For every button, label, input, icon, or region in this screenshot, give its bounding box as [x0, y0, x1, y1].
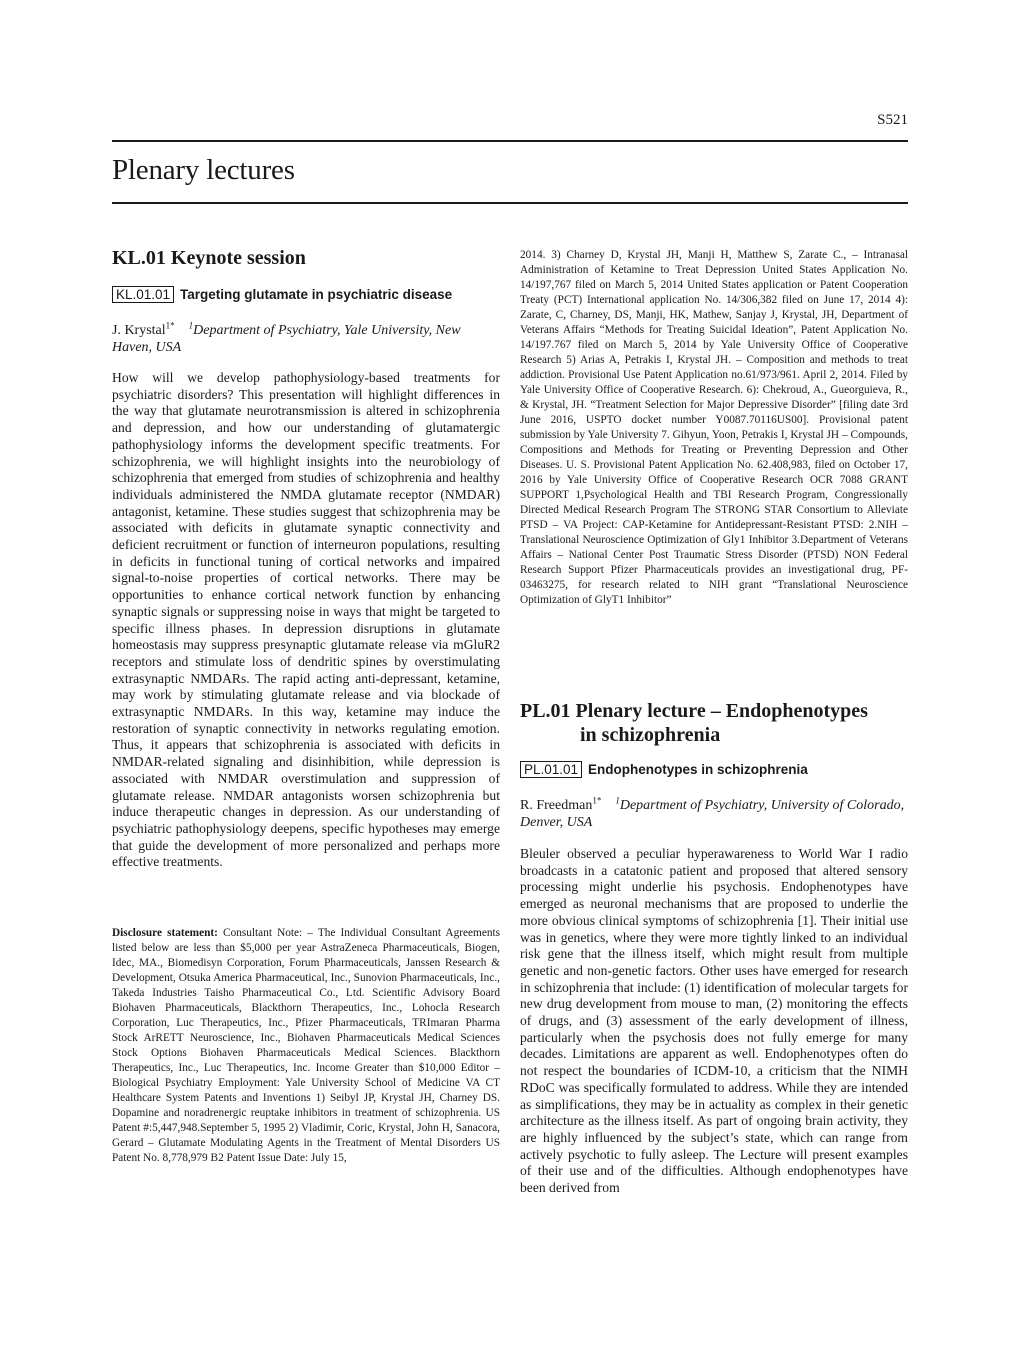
abstract-title: Endophenotypes in schizophrenia	[588, 762, 808, 777]
affiliation: Department of Psychiatry, University of Colorado, Denver, USA	[520, 798, 905, 830]
affiliation: Department of Psychiatry, Yale University, New Haven, USA	[112, 323, 461, 355]
abstract-code: PL.01.01	[520, 761, 582, 778]
author-line	[520, 797, 908, 831]
abstract-title: Targeting glutamate in psychiatric disease	[180, 287, 453, 302]
session-heading-line2: in schizophrenia	[580, 724, 721, 746]
abstract-body: Bleuler observed a peculiar hyperawareness to World War I radio broadcasts in a catatonic patient and proposed that altered sensory processing might underlie his psychosis. Endophenotypes have emerged as neuronal mechanisms that are proposed to underlie the more obvious clinical symptoms of schizophrenia [1]. Their initial use was in genetics, where they were more tightly linked to an individual risk gene that the illness itself, which might result from multiple genetic and non-genetic factors. Other uses have emerged for research in schizophrenia that include: (1) identification of molecular targets for new drug development from mouse to man, (2) monitoring the effects of drugs, and (3) assessment of the early development of illness, particularly when the psychosis does not fully emerge for many decades. Limitations are apparent as well. Endophenotypes often do not respect the boundaries of ICDM-10, a criticism that the NIMH RDoC was specifically formulated to address. While they are intended as simplifications, they may be in actuality as complex in their genetic architecture as the illness itself. As part of ongoing brain activity, they are highly influenced by the subject’s state, which can range from actively psychotic to fully asleep. The Lecture will present examples of their use and of the difficulties. Although endophenotypes have been derived from	[520, 846, 908, 1196]
abstract-header-pl0101	[520, 761, 808, 779]
section-title: Plenary lectures	[112, 154, 295, 186]
session-heading-pl01	[520, 699, 868, 747]
page-number: S521	[877, 112, 908, 128]
session-heading-kl01: KL.01 Keynote session	[112, 247, 306, 269]
author-superscript: 1*	[165, 320, 175, 331]
author-name: J. Krystal	[112, 323, 166, 338]
disclosure-statement	[112, 926, 500, 1166]
author-name: R. Freedman	[520, 798, 593, 813]
disclosure-text: Consultant Note: – The Individual Consultant Agreements listed below are less than $5,000 per year AstraZeneca Pharmaceuticals, Biogen, Idec, MA., Biomedisyn Corporation, Forum Pharmaceuticals, Janssen Research & Development, Otsuka America Pharmaceutical, Inc., Sunovion Pharmaceuticals, Inc., Takeda Industries Taisho Pharmaceutical Co., Ltd. Scientific Advisory Board Biohaven Pharmaceuticals, Blackthorn Therapeutics, Inc., Lohocla Research Corporation, Luc Therapeutics, Inc., Pfizer Pharmaceuticals, TRImaran Pharma Stock ArRETT Neuroscience, Inc., Biohaven Pharmaceuticals Medical Sciences Stock Options Biohaven Pharmaceuticals Medical Sciences. Blackthorn Therapeutics, Inc., Luc Therapeutics, Inc. Income Greater than $10,000 Editor – Biological Psychiatry Employment: Yale University School of Medicine VA CT Healthcare System Patents and Inventions 1) Seibyl JP, Krystal JH, Charney DS. Dopamine and noradrenergic reuptake inhibitors in treatment of schizophrenia. US Patent #:5,447,948.September 5, 1995 2) Vladimir, Coric, Krystal, John H, Sanacora, Gerard – Glutamate Modulating Agents in the Treatment of Mental Disorders US Patent No. 8,778,979 B2 Patent Issue Date: July 15,	[112, 927, 501, 1164]
header-rule-top	[112, 140, 908, 142]
header-rule-bottom	[112, 202, 908, 204]
affiliation-superscript: 1	[188, 320, 194, 331]
author-line	[112, 322, 500, 356]
author-superscript: 1*	[592, 795, 602, 806]
abstract-body: How will we develop pathophysiology-based treatments for psychiatric disorders? This presentation will highlight differences in the way that glutamate neurotransmission is altered in schizophrenia and depression, and how our understanding of glutamatergic pathophysiology informs the development specific treatments. For schizophrenia, we will highlight insights into the neurobiology of schizophrenia that emerged from studies of schizophrenia and healthy individuals administered the NMDA glutamate receptor (NMDAR) antagonist, ketamine. These studies suggest that schizophrenia may be associated with deficits in glutamate synaptic connectivity and deficient recruitment or function of interneuron populations, resulting in deficits in functional tuning of cortical networks and impaired signal-to-noise properties of cortical networks. There may be opportunities to enhance cortical network function by enhancing synaptic signals or suppressing noise in ways that might be targeted to specific illness phases. In depression disruptions in glutamate homeostasis may suppress presynaptic glutamate release via mGluR2 receptors and stimulate loss of dendritic spines by overstimulating extrasynaptic NMDARs. The rapid acting anti-depressant, ketamine, may work by stimulating glutamate release and via blockade of extrasynaptic NMDARs. In this way, ketamine may induce the restoration of synaptic connectivity in networks regulating emotion. Thus, it appears that schizophrenia is associated with deficits in NMDAR-related signaling and disinhibition, while depression is associated with NMDAR overstimulation and suppression of glutamate release. NMDAR antagonists worsen schizophrenia but induce therapeutic changes in depression. As our understanding of psychiatric pathophysiology deepens, specific hypotheses may emerge that guide the development of more personalized and perhaps more effective treatments.	[112, 370, 500, 870]
affiliation-superscript: 1	[615, 795, 620, 806]
disclosure-continued: 2014. 3) Charney D, Krystal JH, Manji H, Matthew S, Zarate C., – Intranasal Administration of Ketamine to Treat Depression United States Application No. 14/197,767 filed on March 5, 2014 United States application or Patent Cooperation Treaty (PCT) International application No. 14/306,382 filed on June 17, 2014 4): Zarate, C, Charney, DS, Manji, HK, Mathew, Sanjay J, Krystal, JH, Department of Veterans Affairs “Methods for Treating Suicidal Ideation”, Patent Application No. 14/197.767 filed on March 5, 2014 by Yale University Office of Cooperative Research 5) Arias A, Petrakis I, Krystal JH. – Composition and methods to treat addiction. Provisional Use Patent Application no.61/973/961. April 2, 2014. Filed by Yale University Office of Cooperative Research. 6): Chekroud, A., Gueorguieva, R., & Krystal, JH. “Treatment Selection for Major Depressive Disorder” [filing date 3rd June 2016, USPTO docket number Y0087.70116US00]. Provisional patent submission by Yale University 7. Gihyun, Yoon, Petrakis I, Krystal JH – Compounds, Compositions and Methods for Treating or Preventing Depression and Other Diseases. U. S. Provisional Patent Application No. 62.408,983, filed on October 17, 2016 by Yale University Office of Cooperative Research OCR 7088 GRANT SUPPORT 1,Psychological Health and TBI Research Program, Congressionally Directed Medical Research Program The STRONG STAR Consortium to Alleviate PTSD – VA Project: CAP-Ketamine for Antidepressant-Resistant PTSD: 2.NIH – Translational Neuroscience Optimization of Gly1 Inhibitor 3.Department of Veterans Affairs – National Center Post Traumatic Stress Disorder (PTSD) NON Federal Research Support Pfizer Pharmaceuticals provides an investigational drug, PF-03463275, for research related to NIH grant “Translational Neuroscience Optimization of GlyT1 Inhibitor”	[520, 249, 908, 606]
abstract-code: KL.01.01	[112, 286, 174, 303]
disclosure-label: Disclosure statement:	[112, 927, 218, 939]
session-heading-line1: PL.01 Plenary lecture – Endophenotypes	[520, 700, 868, 722]
abstract-header-kl0101	[112, 286, 452, 304]
